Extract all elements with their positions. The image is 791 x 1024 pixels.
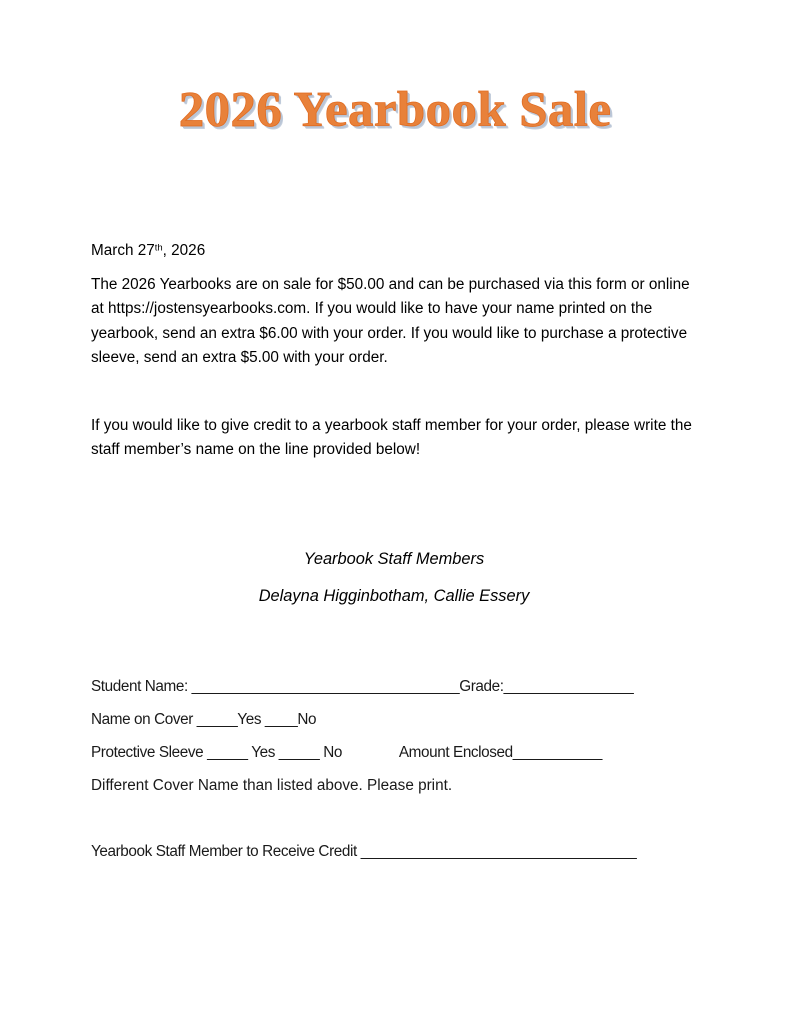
staff-heading: Yearbook Staff Members bbox=[303, 550, 485, 568]
different-cover-name-label: Different Cover Name than listed above. Please print. bbox=[91, 777, 453, 794]
protective-sleeve-field[interactable]: Protective Sleeve _____ Yes _____ No Amount Enclosed___________ bbox=[91, 744, 602, 761]
date-ordinal-suffix: th bbox=[154, 242, 163, 254]
staff-names: Delayna Higginbotham, Callie Essery bbox=[258, 587, 530, 605]
staff-credit-paragraph: If you would like to give credit to a yearbook staff member for your order, please write the staff member’s name on the line provided below! bbox=[91, 417, 692, 459]
date-line bbox=[91, 239, 697, 263]
wordart-title-text: 2026 Yearbook Sale bbox=[179, 81, 612, 138]
date-prefix: March 27 bbox=[91, 242, 155, 259]
staff-members-block bbox=[91, 541, 697, 615]
staff-member-credit-field[interactable]: Yearbook Staff Member to Receive Credit __________________________________ bbox=[91, 843, 637, 860]
date-year: , 2026 bbox=[162, 242, 206, 259]
page-title bbox=[0, 81, 791, 138]
student-name-field[interactable]: Student Name: _________________________________Grade:________________ bbox=[91, 678, 634, 695]
name-on-cover-field[interactable]: Name on Cover _____Yes ____No bbox=[91, 711, 317, 728]
intro-paragraph: The 2026 Yearbooks are on sale for $50.00 and can be purchased via this form or online at https://jostensyearbooks.com. If you would like to have your name printed on the yearbook, send an extra $6.00 with your order. If you would like to purchase a protective sleeve, send an extra $5.00 with your order. bbox=[91, 276, 690, 366]
